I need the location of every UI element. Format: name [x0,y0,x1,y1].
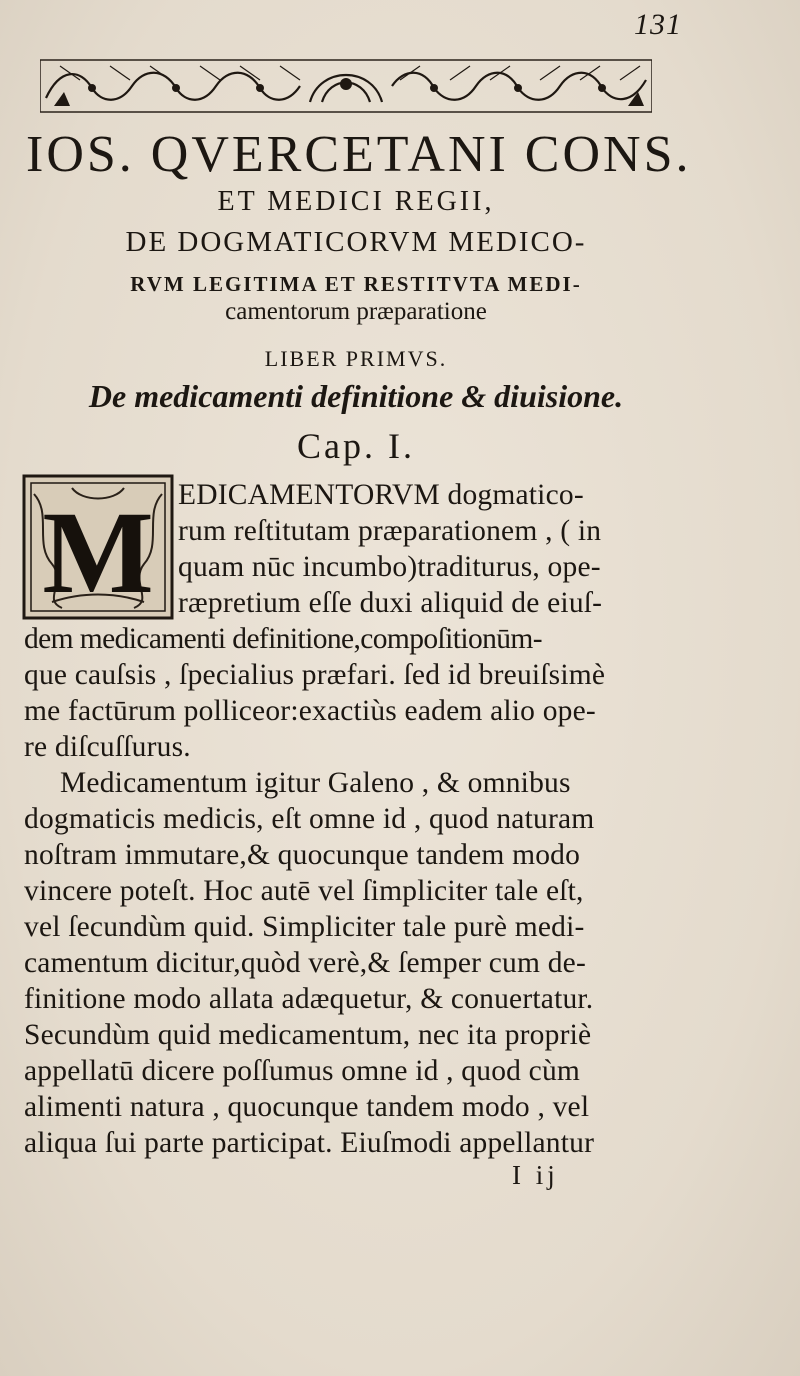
text-line-17: appellatū dicere poſſumus omne id , quod cùm [24,1055,581,1087]
text-line-2: rum reſtitutam præparationem , ( in [178,515,602,547]
text-line-18: alimenti natura , quocunque tandem modo , vel [24,1091,590,1123]
text-line-5: dem medicamenti definitione,compoſitionūm- [24,623,542,655]
svg-text:M: M [42,487,154,618]
text-line-13: vel ſecundùm quid. Simpliciter tale purè medi- [24,911,585,943]
decorated-initial-m [22,474,174,620]
work-title-line-3: camentorum præparatione [225,298,487,325]
text-line-16: Secundùm quid medicamentum, nec ita propriè [24,1019,592,1051]
author-heading: IOS. QVERCETANI CONS. [26,126,692,183]
text-line-19: aliqua ſui parte participat. Eiuſmodi appellantur [24,1127,595,1159]
text-line-1: EDICAMENTORVM dogmatico- [178,479,584,511]
text-line-8: re diſcuſſurus. [24,731,191,763]
headpiece-ornament [40,58,652,114]
text-line-12: vincere poteſt. Hoc autē vel ſimpliciter tale eſt, [24,875,584,907]
text-line-10: dogmaticis medicis, eſt omne id , quod naturam [24,803,595,835]
text-line-9: Medicamentum igitur Galeno , & omnibus [60,767,571,799]
page-number: 131 [634,8,682,41]
text-line-6: que cauſsis , ſpecialius præfari. ſed id breuiſsimè [24,659,606,691]
text-line-14: camentum dicitur,quòd verè,& ſemper cum de- [24,947,586,979]
signature-mark: I ij [512,1160,559,1190]
work-title-line-2: RVM LEGITIMA ET RESTITVTA MEDI- [130,272,582,296]
text-line-7: me factūrum polliceor:exactiùs eadem alio ope- [24,695,596,727]
text-line-4: ræpretium eſſe duxi aliquid de eiuſ- [178,587,603,619]
author-title: ET MEDICI REGII, [217,186,495,217]
text-line-11: noſtram immutare,& quocunque tandem modo [24,839,581,871]
text-line-3: quam nūc incumbo)traditurus, ope- [178,551,601,583]
chapter-number: Cap. I. [297,426,415,466]
chapter-subject: De medicamenti definitione & diuisione. [88,378,624,414]
book-heading: LIBER PRIMVS. [264,346,448,371]
text-line-15: finitione modo allata adæquetur, & conuertatur. [24,983,594,1015]
work-title-line-1: DE DOGMATICORVM MEDICO- [125,226,587,258]
